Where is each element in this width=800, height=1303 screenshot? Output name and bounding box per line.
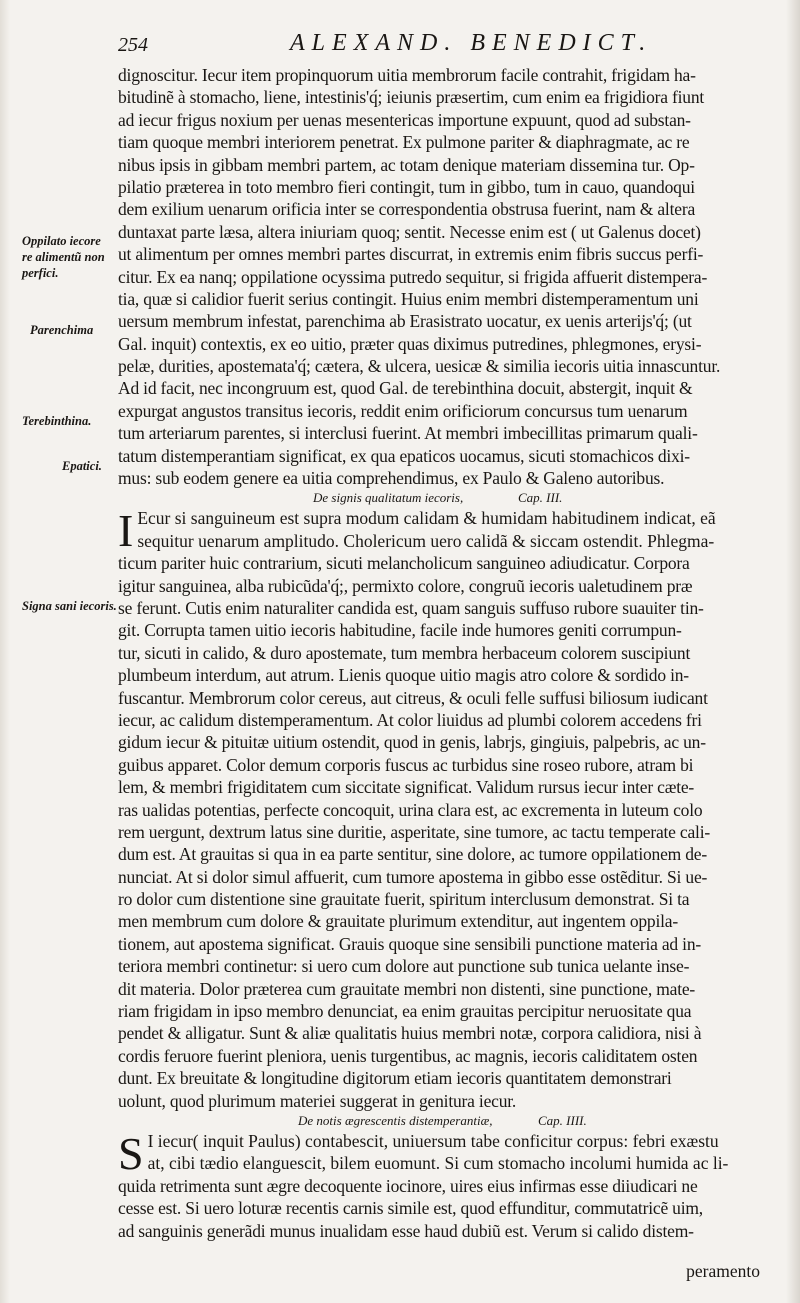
text-line: tum arteriarum parentes, si interclusi fuerint. At membri imbecillitas primarum quali- (118, 423, 698, 444)
margin-note-line: re alimentũ non (22, 250, 105, 264)
text-line: men membrum cum dolore & grauitate plurimum extenditur, aut ingentem oppila- (118, 911, 678, 932)
text-block-1 (118, 64, 780, 489)
text-line: ut alimentum per omnes membri partes discurrat, in extremis enim fibris succus perfi- (118, 244, 704, 265)
text-line: ad sanguinis generãdi munus inualidam esse haud dubiũ est. Verum si calido distem- (118, 1220, 694, 1241)
page-header (0, 28, 800, 62)
text-line: tionem, aut apostema significat. Grauis quoque sine sensibili punctione materia ad in- (118, 933, 701, 954)
page-number: 254 (118, 34, 148, 56)
text-line: expurgat angustos transitus iecoris, reddit enim orificiorum concursus tum uenarum (118, 400, 688, 421)
text-line: mus: sub eodem genere ea uitia comprehendimus, ex Paulo & Galeno autoribus. (118, 468, 665, 489)
margin-note-terebinthina: Terebinthina. (22, 414, 92, 428)
section-title: De notis ægrescentis distemperantiæ, (298, 1112, 493, 1128)
text-line: pendet & alligatur. Sunt & aliæ qualitatis huius membri notæ, corpora calidiora, nisi à (118, 1023, 702, 1044)
text-line: ro dolor cum distentione sine grauitate fuerit, spiritum interclusum demonstrat. Si ta (118, 889, 690, 910)
text-line: bitudinẽ à stomacho, liene, intestinis'q́; ieiunis præsertim, cum enim ea frigidiora fiunt (118, 87, 705, 108)
page-edge-shadow (0, 0, 10, 1303)
text-line: guibus apparet. Color demum corporis fuscus ac turbidus sine roseo rubore, atram bi (118, 754, 694, 775)
text-line: duntaxat parte læsa, altera iniuriam quoq; sentit. Necesse enim est ( ut Galenus docet) (118, 221, 701, 242)
text-line: Ecur si sanguineum est supra modum calidam & humidam habitudinem indicat, eã (137, 508, 716, 529)
margin-note-parenchima: Parenchima (30, 323, 94, 337)
text-line: iecur, ac calidum distemperamentum. At color liuidus ad plumbi colorem accedens fri (118, 709, 702, 730)
chapter-number: Cap. IIII. (538, 1112, 587, 1128)
text-line: uersum membrum infestat, parenchima ab Erasistrato uocatur, ex uenis arterijs'q́; (ut (118, 311, 692, 332)
running-head: ALEXAND. BENEDICT. (290, 30, 653, 56)
text-line: ticum pariter huic contrarium, sicuti melancholicum sanguineo adiudicatur. Corpora (118, 553, 690, 574)
drop-initial: S (118, 1127, 144, 1179)
text-line: quida retrimenta sunt ægre decoquente iocinore, uires eius infirmas esse diiudicari ne (118, 1175, 698, 1196)
text-line: tiam quoque membri interiorem penetrat. Ex pulmone pariter & diaphragmate, ac re (118, 132, 690, 153)
text-block-3 (118, 507, 780, 1112)
text-line: pelæ, durities, apostemata'q́; cætera, & ulcera, uesicæ & similia iecoris uitia innascuntur. (118, 356, 721, 377)
margin-note-signa: Signa sani iecoris. (22, 599, 117, 613)
text-line: dignoscitur. Iecur item propinquorum uitia membrorum facile contrahit, frigidam ha- (118, 65, 696, 85)
text-line: se ferunt. Cutis enim naturaliter candida est, quam sanguis suffuso rubore suauiter tin- (118, 597, 704, 618)
margin-note-line: perfici. (22, 266, 59, 280)
text-line: I iecur( inquit Paulus) contabescit, uniuersum tabe conficitur corpus: febri exæstu (147, 1130, 719, 1151)
text-line: gidum iecur & pituitæ uitium ostendit, quod in genis, labrjs, gingiuis, palpebris, ac un- (118, 732, 706, 753)
text-line: cesse est. Si uero loturæ recentis carnis simile est, quod effunditur, commutatricẽ uim, (118, 1198, 703, 1219)
text-line: nunciat. At si dolor simul affuerit, cum tumore apostema in gibbo esse ostẽditur. Si ue- (118, 866, 708, 887)
text-line: uolunt, quod plurimum materiei suggerat in genitura iecur. (118, 1090, 517, 1111)
text-line: rem uergunt, dextrum latus sine duritie, asperitate, sine tumore, ac tactu temperate cali- (118, 821, 711, 842)
text-line: dit materia. Dolor præterea cum grauitate membri non distenti, sine punctione, mate- (118, 978, 696, 999)
text-line: ad iecur frigus noxium per uenas mesentericas importune expuunt, quod ad substan- (118, 109, 691, 130)
chapter-number: Cap. III. (518, 490, 563, 506)
text-line: git. Corrupta tamen uitio iecoris habitudine, facile inde humores geniti corrumpun- (118, 620, 682, 641)
text-line: citur. Ex ea nanq; oppilatione ocyssima putredo sequitur, si frigida affuerit distempera- (118, 266, 708, 287)
section-heading-4 (118, 1112, 780, 1130)
main-text-column (118, 64, 780, 1242)
section-heading-3 (118, 489, 780, 507)
text-line: dum est. At grauitas si qua in ea parte sentitur, sine dolore, ac tumore oppilationem de- (118, 844, 707, 865)
gutter-shadow (786, 0, 800, 1303)
text-line: at, cibi tædio elanguescit, bilem euomunt. Si cum stomacho incolumi humida ac li- (147, 1153, 729, 1174)
text-line: Gal. inquit) contextis, ex eo uitio, præter quas diximus putredines, phlegmones, erysi- (118, 333, 702, 354)
text-line: tatum distemperantiam significat, ex qua epaticos uocamus, sicuti stomachicos dixi- (118, 445, 690, 466)
text-line: tur, sicuti in calido, & duro apostemate, tum membra herbaceum colorem suscipiunt (118, 642, 691, 663)
text-line: dem exilium uenarum orificia inter se correspondentia obstrusa fuerint, nam & altera (118, 199, 696, 220)
catchword: peramento (686, 1261, 760, 1281)
text-line: ras ualidas potentias, perfecte concoquit, urina clara est, ac excrementa in luteum colo (118, 799, 703, 820)
text-line: tia, quæ si calidior fuerit serius contingit. Huius enim membri distemperamentum uni (118, 288, 699, 309)
section-title: De signis qualitatum iecoris, (313, 490, 464, 506)
text-line: nibus ipsis in gibbam membri partem, ac totam denique materiam dissemina tur. Op- (118, 154, 695, 175)
text-line: riam frigidam in ipso membro denunciat, ea enim grauitas percipitur neruositate qua (118, 1001, 692, 1022)
text-line: plumbeum interdum, aut atrum. Lienis quoque uitio magis atro colore & sordido in- (118, 665, 689, 686)
margin-note-epatici: Epatici. (62, 459, 102, 473)
text-block-4 (118, 1127, 780, 1242)
text-line: sequitur uenarum amplitudo. Cholericum uero calidã & siccam ostendit. Phlegma- (137, 530, 715, 551)
text-line: lem, & membri frigiditatem cum siccitate significat. Validum rursus iecur inter cæte- (118, 777, 695, 798)
margin-note-oppilato (22, 233, 118, 281)
text-line: fuscantur. Membrorum color cereus, aut citreus, & oculi felle suffusi biliosum iudicant (118, 687, 708, 708)
text-line: cordis feruore fuerint pleniora, uenis turgentibus, ac magnis, iecoris caliditatem osten (118, 1045, 698, 1066)
drop-initial: I (118, 505, 134, 557)
margin-note-line: Oppilato iecore (22, 234, 101, 248)
text-line: pilatio præterea in toto membro fieri contingit, tum in gibbo, tum in cauo, quandoqui (118, 176, 695, 197)
text-line: Ad id facit, nec incongruum est, quod Gal. de terebinthina docuit, abstergit, inquit & (118, 378, 693, 399)
text-line: igitur sanguinea, alba rubicũda'q́;, permixto colore, congruũ iecoris ualetudinem præ (118, 575, 693, 596)
text-line: teriora membri continetur: si uero cum dolore aut punctione sub tunica uelante inse- (118, 956, 690, 977)
text-line: dunt. Ex breuitate & longitudine digitorum etiam iecoris quantitatem demonstrari (118, 1068, 672, 1089)
